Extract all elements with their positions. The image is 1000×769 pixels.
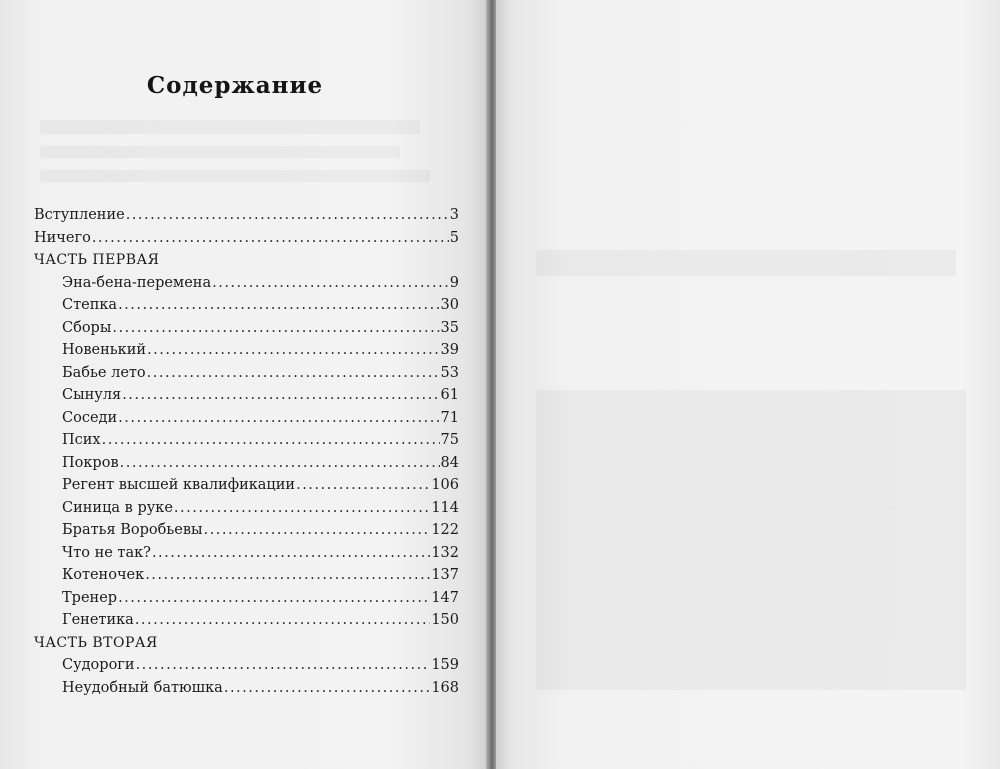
toc-entry-title: Генетика: [62, 612, 134, 628]
show-through-image: [536, 390, 966, 690]
toc-page-number: 75: [440, 432, 459, 448]
toc-heading: Содержание: [146, 72, 324, 99]
toc-page-number: 147: [431, 589, 459, 606]
toc-leader-dots: [126, 204, 449, 227]
toc-entry: [34, 362, 459, 385]
toc-page-number: 132: [431, 544, 459, 561]
toc-leader-dots: [147, 339, 439, 362]
toc-entry-title: Эна-бена-перемена: [62, 274, 212, 291]
toc-entry-title: Котеночек: [62, 567, 145, 583]
toc-leader-dots: [136, 654, 431, 677]
toc-page-number: 9: [449, 274, 459, 291]
toc-entry-title: Регент высшей квалификации: [62, 477, 296, 493]
toc-page-number: 30: [440, 297, 459, 313]
toc-entry: [34, 564, 459, 587]
toc-page-number: 5: [449, 229, 459, 246]
toc-page-number: 150: [431, 612, 459, 628]
toc-entry-title: Новенький: [62, 342, 147, 358]
toc-leader-dots: [118, 294, 439, 317]
toc-page-number: 3: [449, 207, 459, 223]
toc-page-number: 61: [440, 387, 459, 403]
toc-entry: [34, 587, 459, 610]
left-page: [0, 0, 488, 769]
toc-page-number: 114: [431, 499, 459, 516]
toc-entry-title: Судороги: [62, 657, 135, 673]
toc-entry-title: Сборы: [62, 319, 112, 336]
toc-page-number: 159: [431, 657, 459, 673]
toc-page-number: 84: [440, 454, 459, 471]
toc-entry: [34, 542, 459, 565]
toc-leader-dots: [118, 587, 430, 610]
show-through-text: [40, 170, 430, 182]
toc-entry: [34, 519, 459, 542]
toc-entry-title: Неудобный батюшка: [62, 679, 223, 696]
toc-entry: [34, 384, 459, 407]
toc-entry-title: Соседи: [62, 409, 118, 426]
toc-leader-dots: [296, 474, 430, 497]
toc-leader-dots: [118, 407, 439, 430]
toc-entry: [34, 294, 459, 317]
toc-leader-dots: [174, 497, 430, 520]
toc-entry-title: Покров: [62, 454, 119, 471]
toc-leader-dots: [204, 519, 431, 542]
toc-entry: [34, 317, 459, 340]
toc-entry-title: Что не так?: [62, 544, 151, 561]
toc-entry-title: Вступление: [34, 207, 125, 223]
toc-entry: [34, 204, 459, 227]
toc-entry: [34, 339, 459, 362]
toc-part-heading: [34, 249, 459, 272]
right-page: [496, 0, 1000, 769]
toc-page-number: 71: [440, 409, 459, 426]
toc-entry: [34, 227, 459, 250]
toc-part-title: ЧАСТЬ ПЕРВАЯ: [34, 252, 160, 268]
toc-leader-dots: [135, 609, 430, 632]
show-through-text: [536, 250, 956, 276]
toc-part-heading: [34, 632, 459, 655]
toc-leader-dots: [152, 542, 430, 565]
toc-leader-dots: [212, 272, 449, 295]
toc-entry-title: Псих: [62, 432, 101, 448]
toc-leader-dots: [112, 317, 439, 340]
toc-leader-dots: [224, 677, 430, 700]
toc-leader-dots: [120, 452, 440, 475]
toc-entry: [34, 429, 459, 452]
show-through-text: [40, 120, 420, 134]
toc-entry: [34, 452, 459, 475]
toc-page-number: 122: [431, 522, 459, 538]
toc-entry-title: Синица в руке: [62, 499, 173, 516]
toc-entry-title: Сынуля: [62, 387, 122, 403]
toc-leader-dots: [147, 362, 440, 385]
toc-entry: [34, 654, 459, 677]
toc-leader-dots: [145, 564, 430, 587]
toc-entry-title: Степка: [62, 297, 118, 313]
toc-page-number: 168: [431, 679, 459, 696]
toc-page-number: 137: [431, 567, 459, 583]
toc-entry: [34, 474, 459, 497]
toc-entry: [34, 609, 459, 632]
toc-entry: [34, 497, 459, 520]
toc-leader-dots: [92, 227, 449, 250]
show-through-text: [40, 146, 400, 158]
toc-leader-dots: [122, 384, 439, 407]
toc-entry: [34, 677, 459, 700]
toc-page-number: 53: [440, 364, 459, 381]
toc-entry-title: Братья Воробьевы: [62, 522, 203, 538]
toc-entry-title: Бабье лето: [62, 364, 146, 381]
toc-page-number: 35: [440, 319, 459, 336]
toc-entry: [34, 272, 459, 295]
toc-entry: [34, 407, 459, 430]
toc-page-number: 106: [431, 477, 459, 493]
toc-part-title: ЧАСТЬ ВТОРАЯ: [34, 634, 158, 651]
toc-leader-dots: [102, 429, 440, 452]
toc-list-left: [34, 204, 459, 699]
toc-entry-title: Тренер: [62, 589, 118, 606]
toc-entry-title: Ничего: [34, 229, 91, 246]
toc-page-number: 39: [440, 342, 459, 358]
